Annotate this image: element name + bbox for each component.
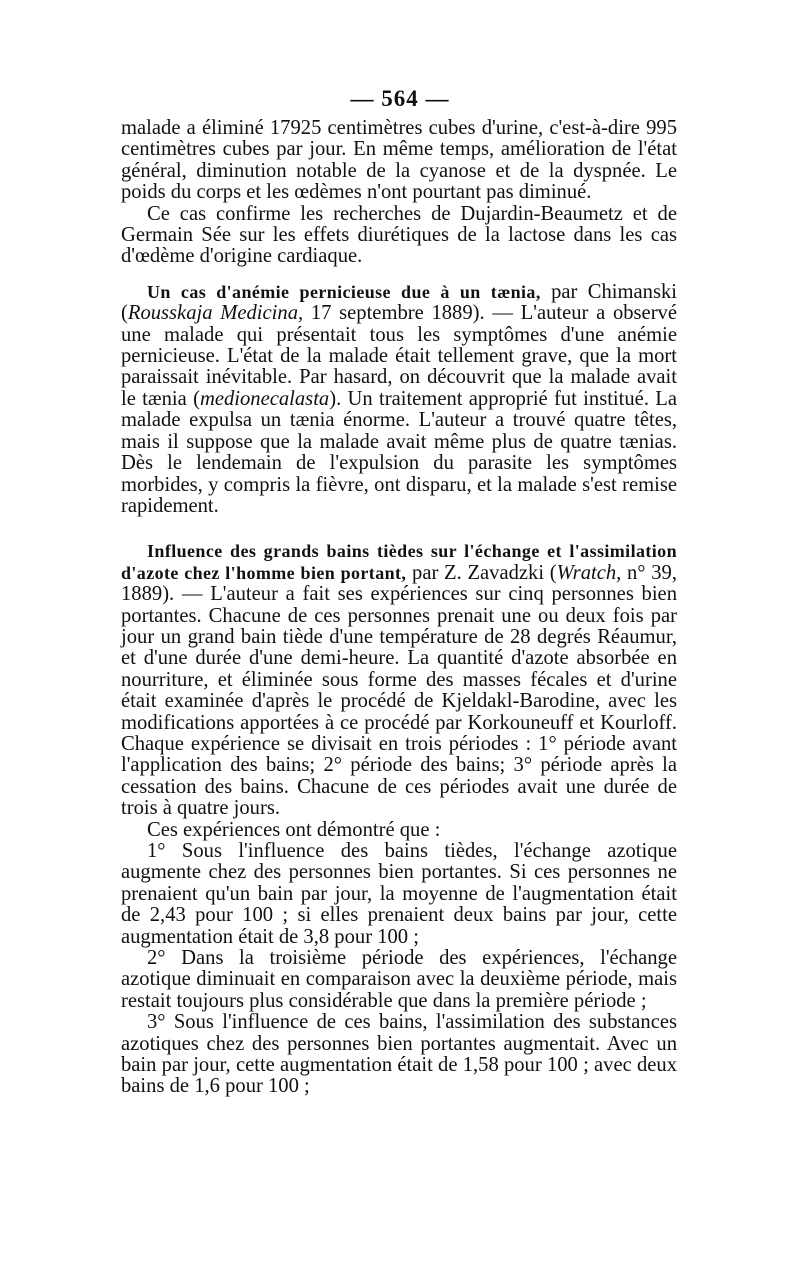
article-body: n° 39, 1889). — L'auteur a fait ses expériences sur cinq personnes bien portantes. Chacune de ces personnes prenait une ou deux fois par jour un grand bain tiède d'une température de 28 degrés Réaumur, et d'une durée d'une demi-heure. La quantité d'azote absorbée en nourriture, et éliminée sous forme des masses fécales et d'urine était examinée d'après le procédé de Kjeldakl-Barodine, avec les modifications apportées à ce procédé par Korkouneuff et Kourloff. Chaque expérience se divisait en trois périodes : 1° période avant l'application des bains; 2° période des bains; 3° période après la cessation des bains. Chacune de ces périodes avait une durée de trois à quatre jours. <box>121 561 677 820</box>
species-name: medionecalasta <box>199 387 330 410</box>
article-heading: Influence des grands bains tièdes sur l'échange et l'assimilation d'azote chez l'homme bien portant, <box>121 541 677 583</box>
paragraph-conclusion: Ce cas confirme les recherches de Dujardin-Beaumetz et de Germain Sée sur les effets diurétiques de la lactose dans les cas d'œdème d'origine cardiaque. <box>121 202 677 268</box>
finding-3: 3° Sous l'influence de ces bains, l'assimilation des substances azotiques chez des personnes bien portantes augmentait. Avec un bain par jour, cette augmentation était de 1,58 pour 100 ; avec deux bains de 1,6 pour 100 ; <box>121 1011 677 1098</box>
article-author: par Chimanski ( <box>121 280 677 325</box>
journal-title: Wratch, <box>556 561 622 584</box>
findings-intro: Ces expériences ont démontré que : <box>147 818 441 841</box>
article-bains <box>121 541 677 819</box>
article-author: par Z. Zavadzki ( <box>406 561 557 584</box>
page-number: — 564 — <box>350 86 450 111</box>
finding-2: 2° Dans la troisième période des expériences, l'échange azotique diminuait en comparaison avec la deuxième période, mais restait toujours plus considérable que dans la première période ; <box>121 947 677 1012</box>
article-date: 17 septembre 1889). — L'auteur a observé une malade qui présentait tous les symptômes d'une anémie pernicieuse. L'état de la malade était tellement grave, que la mort paraissait inévitable. Par hasard, on découvrit que la malade avait le tænia ( <box>121 302 677 410</box>
article-anemie <box>121 282 677 517</box>
paragraph-continuation: malade a éliminé 17925 centimètres cubes d'urine, c'est-à-dire 995 centimètres cubes par jour. En même temps, amélioration de l'état général, diminution notable de la cyanose et de la dyspnée. Le poids du corps et les œdèmes n'ont pourtant pas diminué. <box>121 117 677 204</box>
journal-title: Rousskaja Medicina, <box>127 302 304 325</box>
finding-1: 1° Sous l'influence des bains tièdes, l'échange azotique augmente chez des personnes bien portantes. Si ces personnes ne prenaient qu'un bain par jour, la moyenne de l'augmentation était de 2,43 pour 100 ; si elles prenaient deux bains par jour, cette augmentation était de 3,8 pour 100 ; <box>121 840 677 948</box>
text-block <box>121 118 677 1098</box>
article-heading: Un cas d'anémie pernicieuse due à un tænia, <box>147 281 541 302</box>
article-body: ). Un traitement approprié fut institué. La malade expulsa un tænia énorme. L'auteur a trouvé quatre têtes, mais il suppose que la malade avait même plus de quatre tænias. Dès le lendemain de l'expulsion du parasite les symptômes morbides, y compris la fièvre, ont disparu, et la malade s'est remise rapidement. <box>121 387 677 517</box>
